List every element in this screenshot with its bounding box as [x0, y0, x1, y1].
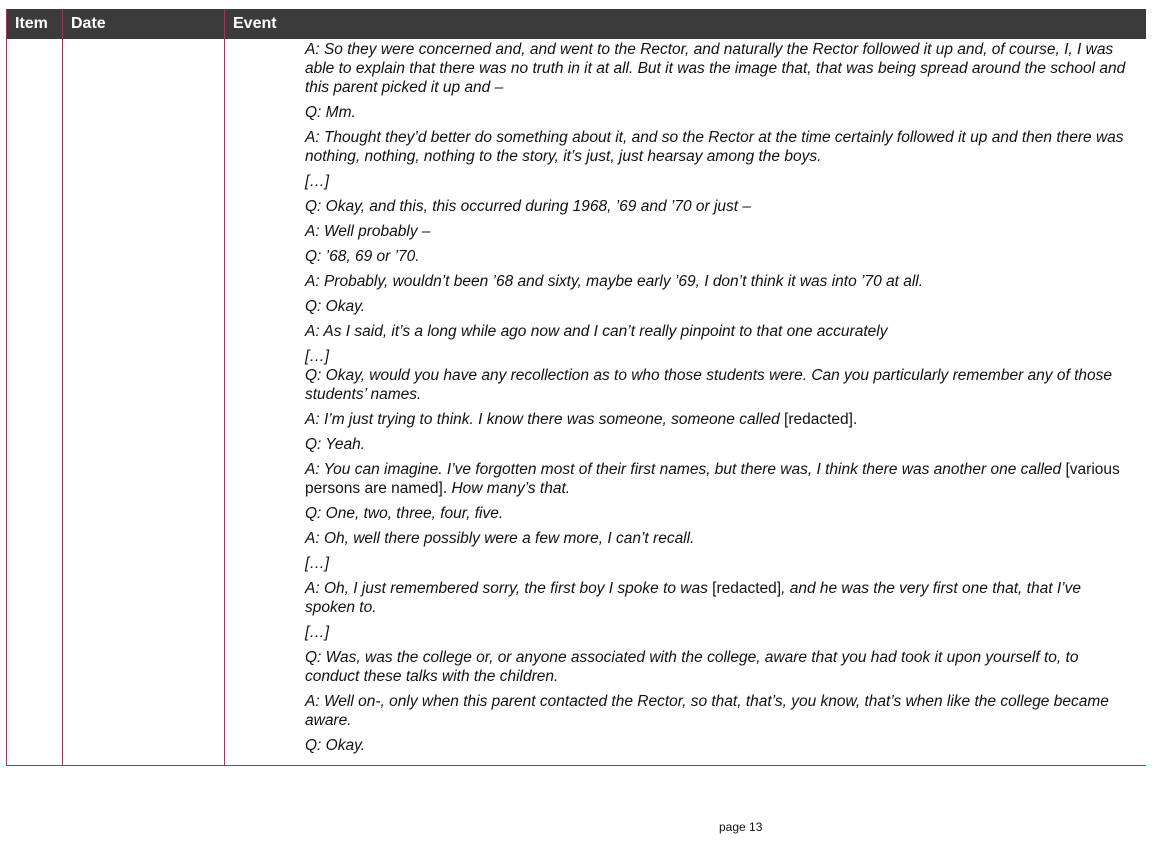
transcript-text: […]	[305, 555, 330, 572]
transcript-paragraph	[305, 272, 1130, 291]
date-cell	[63, 39, 225, 766]
transcript-text: […]	[305, 624, 330, 641]
transcript-text: Q: One, two, three, four, five.	[305, 505, 504, 522]
transcript-text: .	[442, 480, 452, 497]
transcript-paragraph	[305, 247, 1130, 266]
transcript-paragraph	[305, 554, 1130, 573]
transcript-paragraph	[305, 692, 1130, 730]
transcript-paragraph	[305, 529, 1130, 548]
transcript-paragraph	[305, 297, 1130, 316]
transcript-paragraph	[305, 623, 1130, 642]
transcript-paragraph	[305, 579, 1130, 617]
transcript-text: A: Probably, wouldn’t been ’68 and sixty, maybe early ’69, I don’t think it was into ’70 at all.	[305, 273, 924, 290]
transcript-text: Q: ’68, 69 or ’70.	[305, 248, 420, 265]
transcript-text: A: Well probably –	[305, 223, 431, 240]
transcript-text: […]	[305, 348, 330, 365]
table-header-row	[7, 9, 1147, 39]
item-cell	[7, 39, 63, 766]
transcript-text: Q: Was, was the college or, or anyone associated with the college, aware that you had took it upon yourself to, to conduct these talks with the children.	[305, 649, 1079, 685]
transcript-text: Q: Yeah.	[305, 436, 366, 453]
transcript-text: , and he was the very first one that, that I’ve spoken to.	[305, 580, 1081, 616]
transcript-paragraph	[305, 322, 1130, 341]
event-cell	[225, 39, 1147, 766]
transcript-paragraph	[305, 222, 1130, 241]
event-table	[6, 9, 1146, 766]
transcript-paragraph	[305, 347, 1130, 366]
transcript-text: Q: Okay.	[305, 298, 366, 315]
transcript-text: A: Oh, well there possibly were a few more, I can’t recall.	[305, 530, 695, 547]
transcript-text: A: Thought they’d better do something about it, and so the Rector at the time certainly followed it up and then there was nothing, nothing, nothing to the story, it’s just, just hearsay among the boys.	[305, 129, 1124, 165]
transcript-paragraph	[305, 504, 1130, 523]
transcript-text: Q: Mm.	[305, 104, 356, 121]
transcript-text: Q: Okay, would you have any recollection as to who those students were. Can you particularly remember any of those students’ names.	[305, 367, 1112, 403]
transcript-text: [various persons are named]	[305, 461, 1120, 497]
transcript-text: [redacted]	[712, 580, 782, 597]
transcript-text: [redacted]	[784, 411, 853, 428]
transcript-paragraph	[305, 366, 1130, 404]
column-header-item: Item	[7, 9, 63, 39]
table-row	[7, 39, 1147, 766]
column-header-event: Event	[225, 9, 1147, 39]
transcript-text: A: So they were concerned and, and went to the Rector, and naturally the Rector followed it up and, of course, I, I was able to explain that there was no truth in it at all. But it was the image that, that was being spread around the school and this parent picked it up and –	[305, 41, 1126, 96]
page-number: page 13	[719, 820, 763, 834]
transcript-text: A: Oh, I just remembered sorry, the first boy I spoke to was	[305, 580, 713, 597]
transcript-paragraph	[305, 172, 1130, 191]
transcript-text: […]	[305, 173, 330, 190]
transcript-text: A: As I said, it’s a long while ago now and I can’t really pinpoint to that one accurately	[305, 323, 888, 340]
transcript-text: A: You can imagine. I’ve forgotten most of their first names, but there was, I think there was another one called	[305, 461, 1066, 478]
transcript-text: Q: Okay, and this, this occurred during 1968, ’69 and ’70 or just –	[305, 198, 752, 215]
transcript-text: A: I’m just trying to think. I know there was someone, someone called	[305, 411, 785, 428]
transcript-paragraph	[305, 410, 1130, 429]
transcript-paragraph	[305, 103, 1130, 122]
transcript-paragraph	[305, 460, 1130, 498]
transcript-paragraph	[305, 736, 1130, 755]
transcript-paragraph	[305, 648, 1130, 686]
transcript-paragraph	[305, 128, 1130, 166]
transcript-text: .	[852, 411, 858, 428]
transcript-text: Q: Okay.	[305, 737, 366, 754]
transcript-text: A: Well on-, only when this parent contacted the Rector, so that, that’s, you know, that’s when like the college became aware.	[305, 693, 1109, 729]
transcript-paragraph	[305, 40, 1130, 97]
transcript-paragraph	[305, 435, 1130, 454]
transcript-text: How many’s that.	[451, 480, 571, 497]
column-header-date: Date	[63, 9, 225, 39]
transcript-paragraph	[305, 197, 1130, 216]
